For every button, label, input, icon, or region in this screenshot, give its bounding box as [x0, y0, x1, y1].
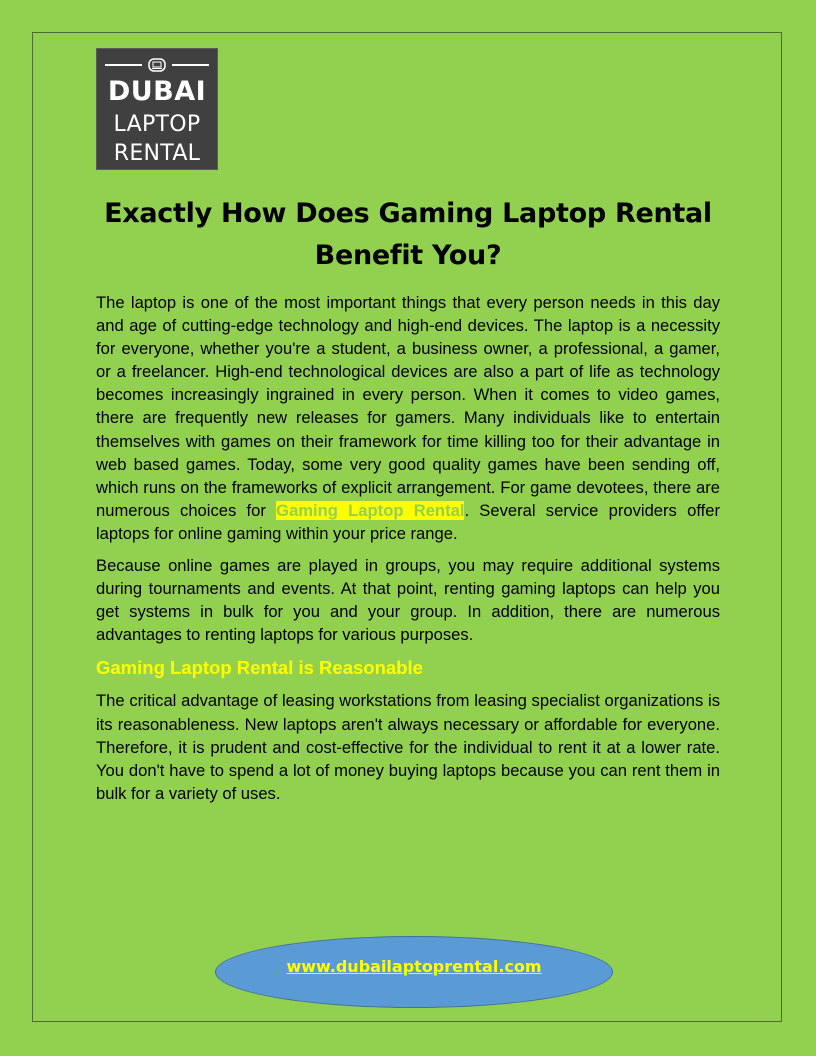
gaming-laptop-rental-link[interactable]: Gaming Laptop Rental [276, 500, 465, 520]
title-line-2: Benefit You? [314, 240, 502, 271]
logo-line-left [105, 64, 142, 66]
paragraph-reasonable: The critical advantage of leasing workstations from leasing specialist organizations is its reasonableness. New laptops aren't always necessary or affordable for everyone. Therefore, it is prudent and cost-effective for the individual to rent it at a lower rate. You don't have to spend a lot of money buying laptops because you can rent them in bulk for a variety of uses. [96, 691, 720, 803]
paragraph-intro-text: The laptop is one of the most important things that every person needs in this day and age of cutting-edge technology and high-end devices. The laptop is a necessity for everyone, whether you're a student, a business owner, a professional, a gamer, or a freelancer. High-end technological devices are also a part of life as technology becomes increasingly ingrained in every person. When it comes to video games, there are frequently new releases for gamers. Many individuals like to entertain themselves with games on their framework for time killing too for their advantage in web based games. Today, some very good quality games have been sending off, which runs on the frameworks of explicit arrangement. For game devotees, there are numerous choices for [96, 293, 720, 520]
laptop-icon [148, 58, 166, 72]
logo-word-rental: RENTAL [113, 141, 201, 166]
logo-top-rule [105, 58, 209, 72]
paragraph-intro-tail: . Several service providers offer laptops for online gaming within your price range. [96, 500, 720, 543]
logo-word-dubai: DUBAI [107, 76, 207, 107]
website-link[interactable]: www.dubailaptoprental.com [286, 957, 542, 976]
paragraph-intro [96, 291, 720, 545]
logo-line-right [172, 64, 209, 66]
logo-word-laptop: LAPTOP [113, 112, 201, 137]
title-line-1: Exactly How Does Gaming Laptop Rental [104, 198, 712, 229]
company-logo [96, 48, 218, 170]
page-title [96, 193, 720, 277]
section-heading-reasonable: Gaming Laptop Rental is Reasonable [96, 657, 423, 679]
paragraph-groups: Because online games are played in groups, you may require additional systems during tournaments and events. At that point, renting gaming laptops can help you get systems in bulk for you and your group. In addition, there are numerous advantages to renting laptops for various purposes. [96, 556, 720, 645]
article-body [96, 291, 720, 814]
